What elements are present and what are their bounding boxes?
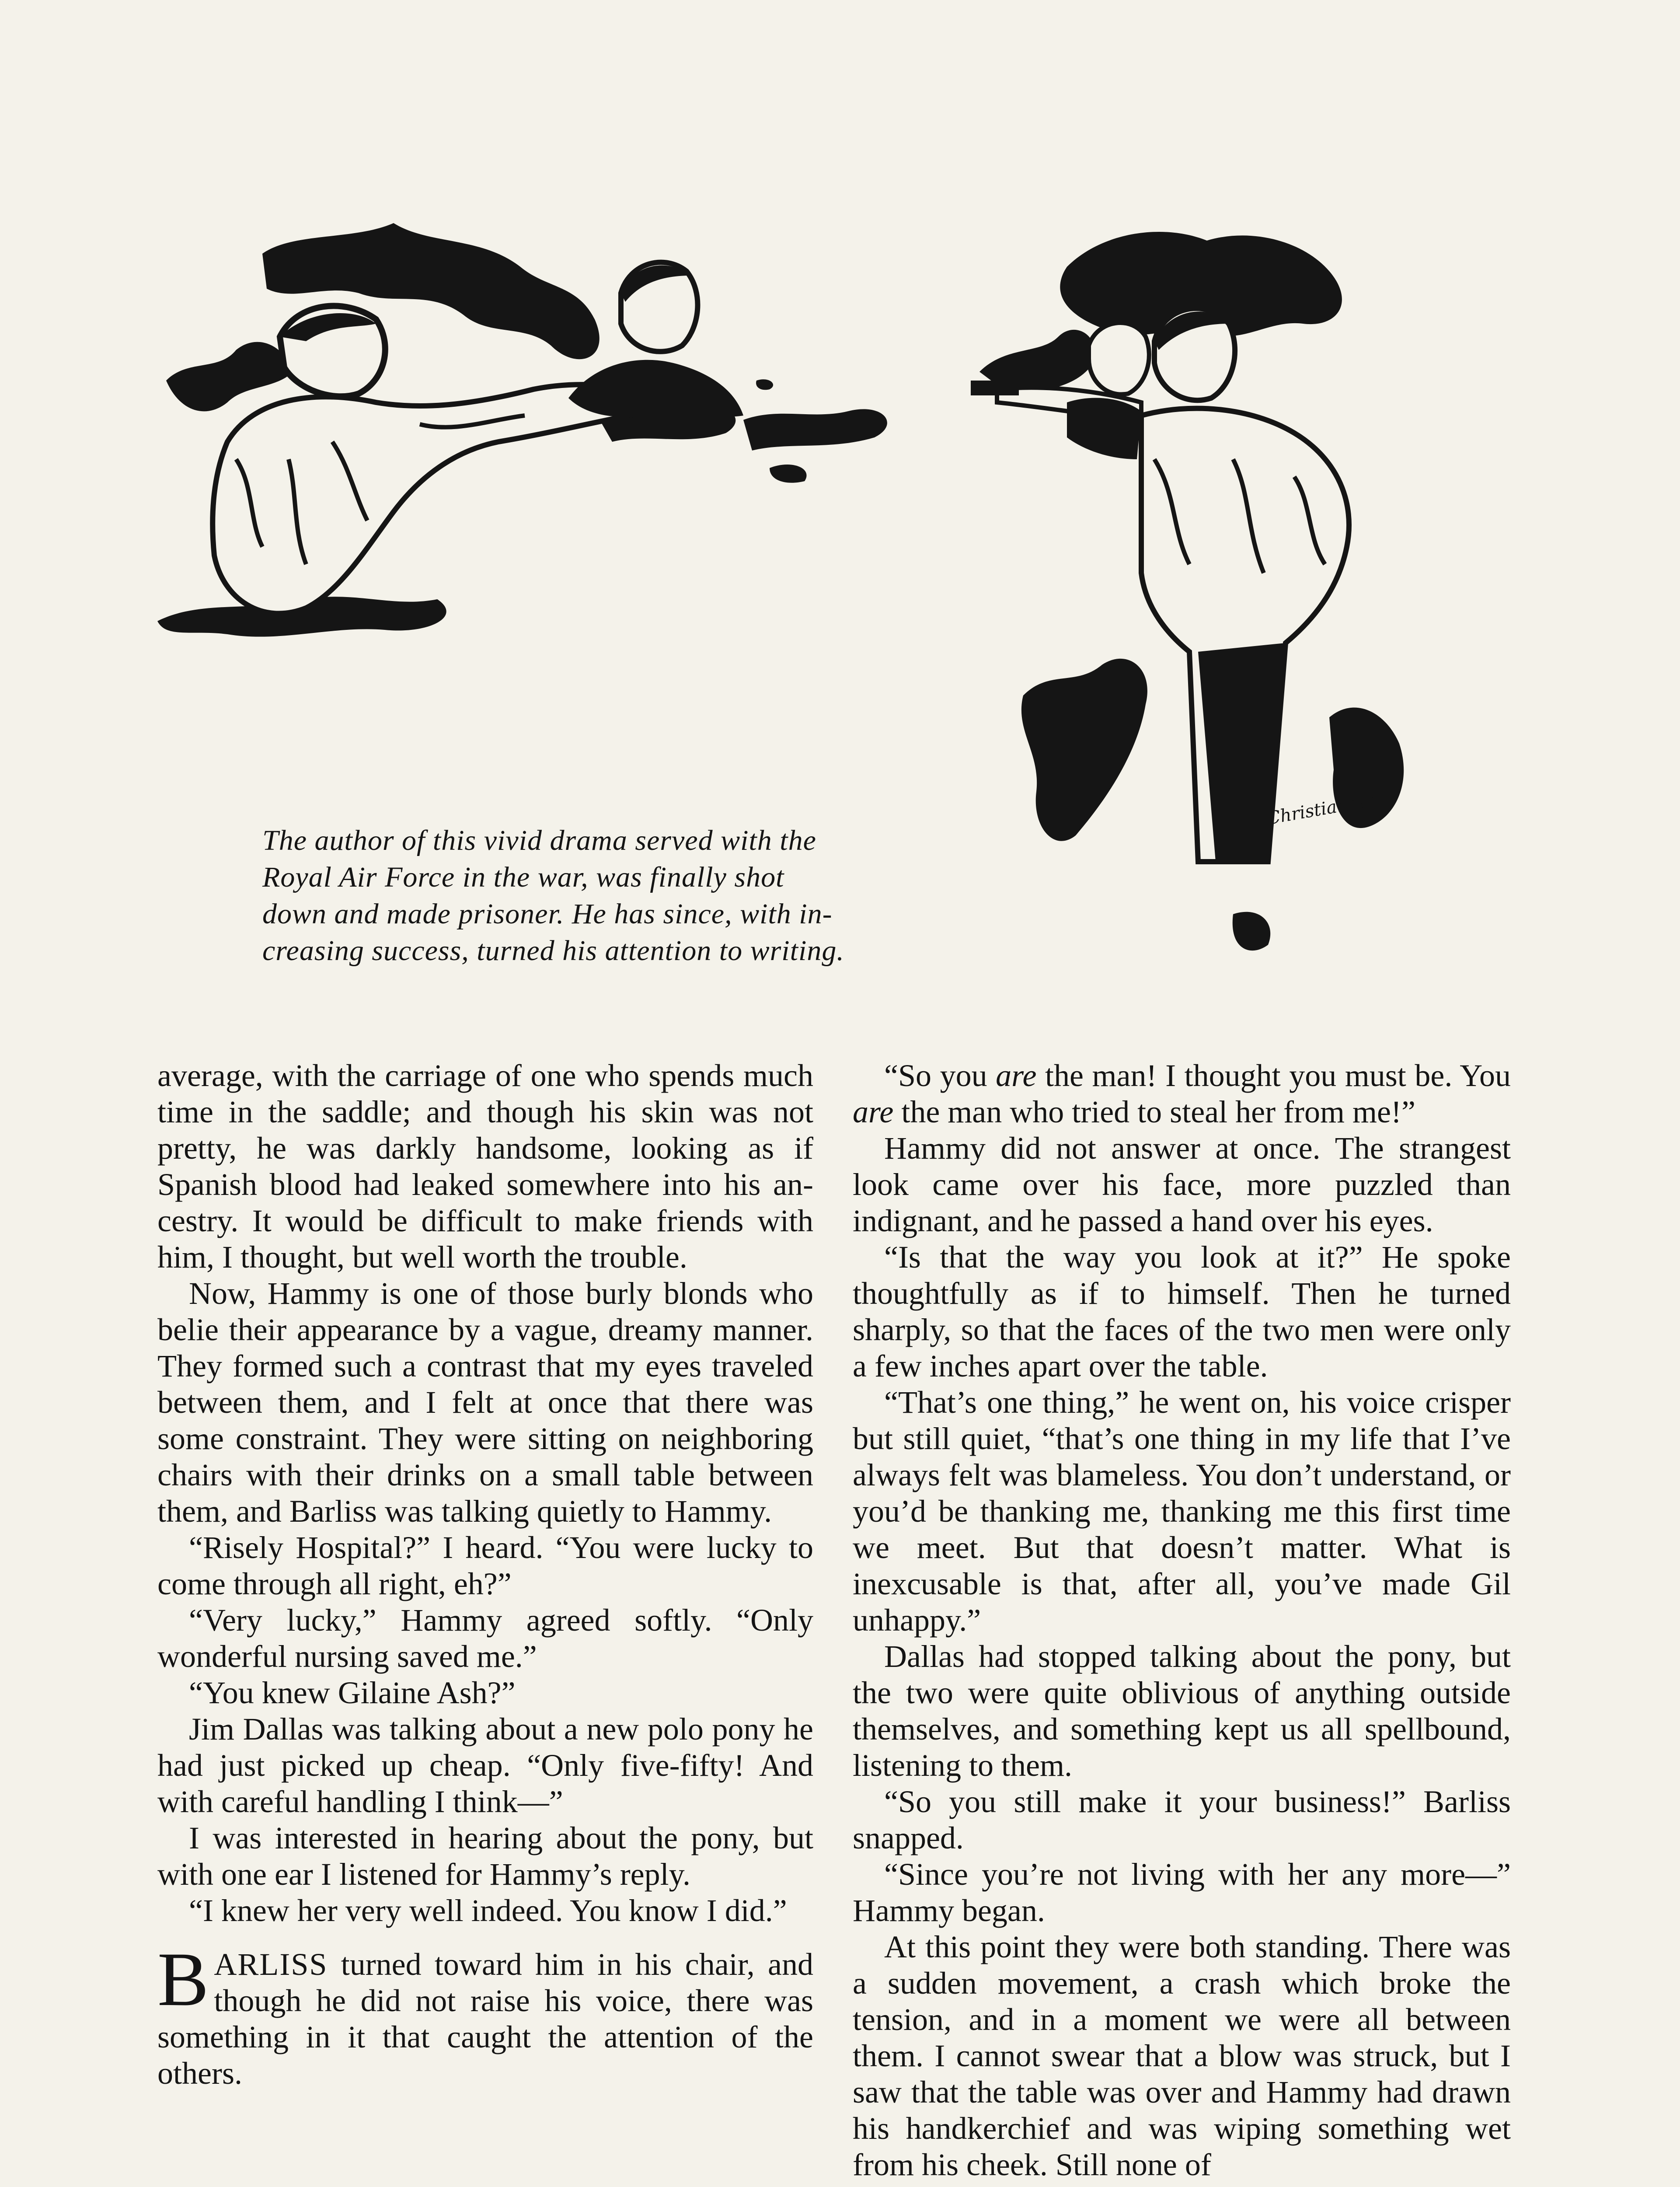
bullet-mark: [756, 379, 773, 390]
drop-cap: B: [157, 1937, 209, 2022]
paragraph: At this point they were both standing. There was a sudden movement, a crash which broke the tension, and in a moment we were all between them. I cannot swear that a blow was struck, but I saw that the table was over and Hammy had drawn his handkerchief and was wiping something wet from his cheek. Still none of: [853, 1929, 1511, 2182]
text-run: the man who tried to steal her from me!”: [893, 1094, 1415, 1129]
caption-line: Royal Air Force in the war, was finally shot: [262, 861, 784, 893]
paragraph: “Risely Hospital?” I heard. “You were lucky to come through all right, eh?”: [157, 1530, 813, 1601]
paragraph: “Is that the way you look at it?” He spoke thoughtfully as if to himself. Then he turned sharply, so that the faces of the two men were only a few inches apart over the table.: [853, 1240, 1511, 1383]
paragraph: “You knew Gilaine Ash?”: [189, 1675, 516, 1710]
left-column: [157, 1058, 813, 2092]
paragraph: average, with the carriage of one who spends much time in the saddle; and though his skin was not pretty, he was darkly handsome, looking as if Spanish blood had leaked somewhere into his ancestry. It would be difficult to make friends with him, I thought, but well worth the trouble.: [157, 1058, 813, 1275]
emphasis: are: [853, 1094, 894, 1129]
paragraph: I was interested in hearing about the pony, but with one ear I listened for Hammy’s reply.: [157, 1820, 813, 1892]
section-opening-paragraph: [157, 1937, 813, 2092]
paragraph: “I knew her very well indeed. You know I did.”: [189, 1893, 787, 1928]
emphasis: are: [996, 1058, 1037, 1093]
right-man: [971, 308, 1349, 862]
caption-line: creasing success, turned his attention to writing.: [262, 935, 844, 967]
caption-line: The author of this vivid drama served with the: [262, 824, 816, 856]
illustration-caption: [262, 822, 1032, 969]
small-caps-word: ARLISS: [214, 1947, 328, 1982]
center-brush: [743, 409, 887, 482]
text-run: “So you: [884, 1058, 996, 1093]
artist-signature: Christiansen: [1265, 789, 1380, 829]
paragraph: [853, 1058, 1511, 1130]
paragraph-text: turned toward him in his chair, and though he did not raise his voice, there was something in it that caught the attention of the others.: [157, 1947, 813, 2091]
paragraph: “Since you’re not living with her any more—” Hammy began.: [853, 1857, 1511, 1928]
paragraph: Dallas had stopped talking about the pony, but the two were quite oblivious of anything outside themselves, and something kept us all spellbound, listening to them.: [853, 1639, 1511, 1783]
paragraph: Now, Hammy is one of those burly blonds who belie their appearance by a vague, dreamy manner. They formed such a contrast that my eyes traveled between them, and I felt at once that there was some constraint. They were sitting on neighboring chairs with their drinks on a small table between them, and Barliss was talking quietly to Hammy.: [157, 1276, 813, 1529]
paragraph: “Very lucky,” Hammy agreed softly. “Only wonderful nursing saved me.”: [157, 1603, 813, 1674]
paragraph: Jim Dallas was talking about a new polo pony he had just picked up cheap. “Only five-fifty! And with careful handling I think—”: [157, 1712, 813, 1819]
caption-line: down and made prisoner. He has since, with in-: [262, 898, 833, 930]
paragraph: Hammy did not answer at once. The strangest look came over his face, more puzzled than indignant, and he passed a hand over his eyes.: [853, 1131, 1511, 1238]
right-column: [853, 1058, 1511, 2183]
paragraph: “So you still make it your business!” Barliss snapped.: [853, 1784, 1511, 1855]
paragraph: “That’s one thing,” he went on, his voice crisper but still quiet, “that’s one thing in my life that I’ve always felt was blameless. You don’t understand, or you’d be thanking me, thanking me this first time we meet. But that doesn’t matter. What is inexcusable is that, after all, you’ve made Gil unhappy.”: [853, 1385, 1511, 1638]
text-run: the man! I thought you must be. You: [1036, 1058, 1511, 1093]
